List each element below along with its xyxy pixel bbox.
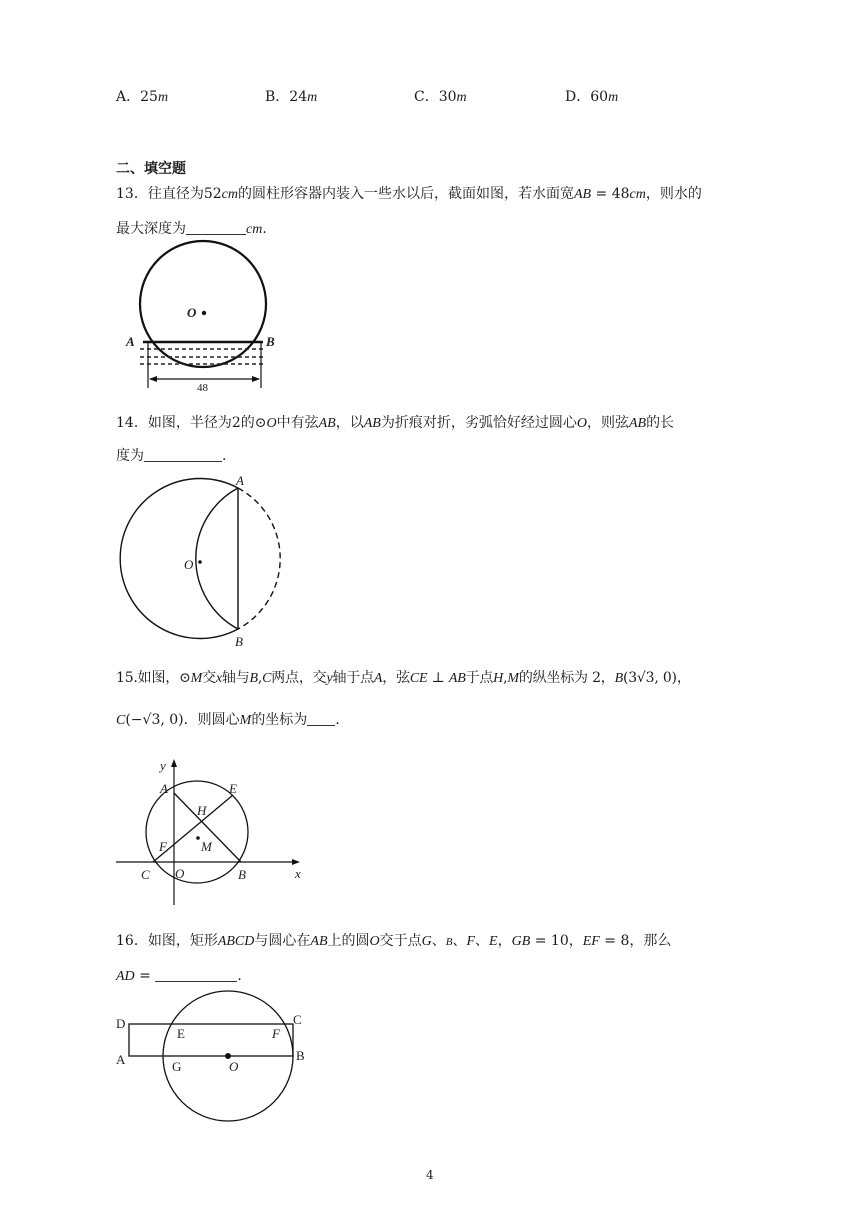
q15-label-f: F: [159, 839, 167, 854]
q15-label-m: M: [201, 839, 212, 854]
option-d: D．60m: [565, 89, 619, 105]
q16-label-d: D: [116, 1016, 126, 1031]
page-number: 4: [426, 1168, 434, 1182]
q15-label-e: E: [229, 781, 237, 796]
q16-line1: 16．如图，矩形ABCD与圆心在AB上的圆O交于点G、B、F、E，GB = 10，EF = 8，那么: [116, 933, 672, 949]
q15-label-c: C: [141, 867, 150, 882]
q13-width-label: 48: [197, 382, 208, 394]
q15-label-a: A: [160, 781, 168, 796]
q14-label-o: O: [184, 557, 194, 572]
option-c: C．30m: [414, 89, 467, 105]
q16-label-a: A: [116, 1052, 126, 1067]
q16-label-c: C: [293, 1012, 302, 1027]
q16-label-f: F: [272, 1026, 280, 1041]
q13-label-o: O: [187, 305, 197, 320]
q14-label-a: A: [236, 473, 244, 488]
q15-label-y: y: [160, 758, 166, 773]
option-a: A．25m: [116, 89, 169, 105]
q15-line1: 15.如图，⊙M交x轴与B,C两点，交y轴于点A，弦CE ⊥ AB于点H,M的纵坐标为 2，B(3√3, 0)，: [116, 670, 691, 686]
q14-label-b: B: [235, 634, 243, 649]
q14-line1: 14．如图，半径为2的⊙O中有弦AB，以AB为折痕对折，劣弧恰好经过圆心O，则弦AB的长: [116, 415, 675, 431]
q13-line2: 最大深度为 cm.: [116, 221, 267, 237]
q15-line2: C(−√3, 0)．则圆心M的坐标为 ．: [116, 712, 350, 728]
q16-line2: AD = .: [116, 968, 242, 984]
q16-label-g: G: [172, 1059, 182, 1074]
q16-label-b: B: [296, 1048, 305, 1063]
option-b: B．24m: [265, 89, 318, 105]
q14-line2: 度为 .: [116, 448, 227, 464]
q13-label-a: A: [126, 334, 135, 349]
q16-label-e: E: [177, 1026, 185, 1041]
q13-label-b: B: [266, 334, 275, 349]
q15-label-h: H: [197, 803, 207, 818]
q15-label-o: O: [175, 866, 185, 881]
section-title: 二、填空题: [116, 161, 186, 177]
q15-label-x: x: [295, 866, 301, 881]
q13-line1: 13．往直径为52cm的圆柱形容器内装入一些水以后，截面如图，若水面宽AB = 48cm，则水的: [116, 186, 702, 202]
q15-label-b: B: [238, 867, 246, 882]
q16-label-o: O: [229, 1059, 239, 1074]
